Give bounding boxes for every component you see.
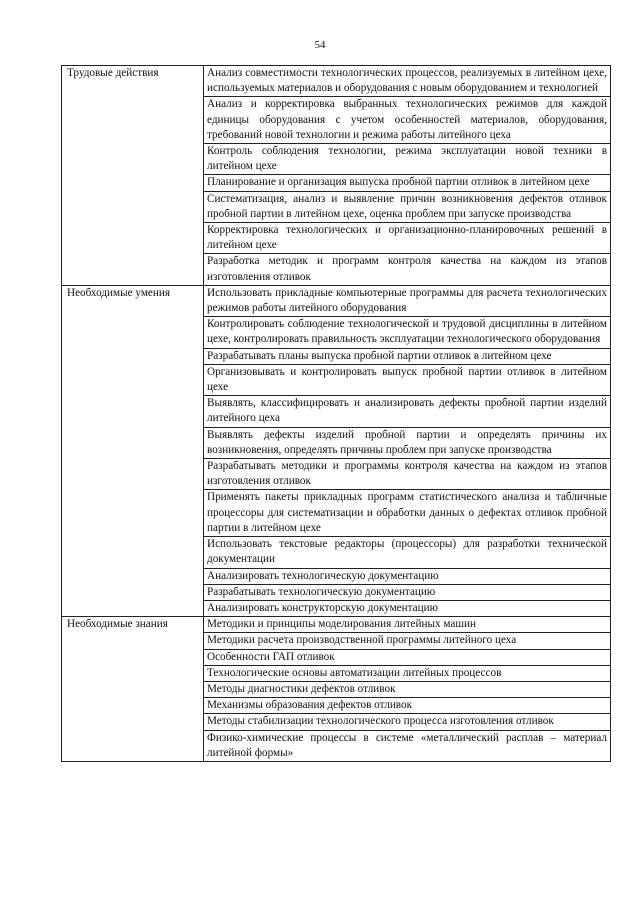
table-cell: Применять пакеты прикладных программ статистического анализа и табличные процессоры для систематизации и обработки данных о дефектах отливок пробной партии в литейном цехе (204, 490, 611, 537)
table-cell: Выявлять дефекты изделий пробной партии и определять причины их возникновения, определять причины проблем при запуске производства (204, 427, 611, 458)
table-cell: Анализировать технологическую документацию (204, 568, 611, 584)
table-row (62, 66, 611, 97)
section-label-required-knowledge: Необходимые знания (62, 617, 204, 762)
table-cell: Методы стабилизации технологического процесса изготовления отливок (204, 714, 611, 730)
table-cell: Методы диагностики дефектов отливок (204, 681, 611, 697)
table-cell: Корректировка технологических и организационно-планировочных решений в литейном цехе (204, 223, 611, 254)
table-cell: Физико-химические процессы в системе «металлический расплав – материал литейной формы» (204, 730, 611, 761)
table-cell: Выявлять, классифицировать и анализировать дефекты пробной партии изделий литейного цеха (204, 396, 611, 427)
section-label-required-skills: Необходимые умения (62, 285, 204, 616)
table-cell: Анализ и корректировка выбранных технологических режимов для каждой единицы оборудования с учетом особенностей материалов, оборудования, требований новой технологии и режима работы литейного цеха (204, 97, 611, 144)
table-cell: Разрабатывать планы выпуска пробной партии отливок в литейном цехе (204, 348, 611, 364)
table-cell: Использовать прикладные компьютерные программы для расчета технологических режимов работы литейного оборудования (204, 285, 611, 316)
table-cell: Организовывать и контролировать выпуск пробной партии отливок в литейном цехе (204, 364, 611, 395)
table-cell: Механизмы образования дефектов отливок (204, 698, 611, 714)
table-cell: Разрабатывать методики и программы контроля качества на каждом из этапов изготовления отливок (204, 459, 611, 490)
requirements-table (61, 65, 611, 762)
table-cell: Разработка методик и программ контроля качества на каждом из этапов изготовления отливок (204, 254, 611, 285)
table-cell: Планирование и организация выпуска пробной партии отливок в литейном цехе (204, 175, 611, 191)
table-cell: Методики расчета производственной программы литейного цеха (204, 633, 611, 649)
page-number: 54 (314, 39, 326, 51)
section-label-labor-actions: Трудовые действия (62, 66, 204, 286)
table-row (62, 285, 611, 316)
table-cell: Анализировать конструкторскую документацию (204, 600, 611, 616)
table-cell: Технологические основы автоматизации литейных процессов (204, 665, 611, 681)
table-cell: Анализ совместимости технологических процессов, реализуемых в литейном цехе, используемых материалов и оборудования с новым оборудованием и технологией (204, 66, 611, 97)
table-cell: Методики и принципы моделирования литейных машин (204, 617, 611, 633)
table-cell: Систематизация, анализ и выявление причин возникновения дефектов отливок пробной партии в литейном цехе, оценка проблем при запуске производства (204, 191, 611, 222)
table-cell: Контролировать соблюдение технологической и трудовой дисциплины в литейном цехе, контролировать правильность эксплуатации технологического оборудования (204, 317, 611, 348)
table-cell: Разрабатывать технологическую документацию (204, 584, 611, 600)
table-cell: Особенности ГАП отливок (204, 649, 611, 665)
table-cell: Использовать текстовые редакторы (процессоры) для разработки технической документации (204, 537, 611, 568)
table-row (62, 617, 611, 633)
table-cell: Контроль соблюдения технологии, режима эксплуатации новой техники в литейном цехе (204, 144, 611, 175)
